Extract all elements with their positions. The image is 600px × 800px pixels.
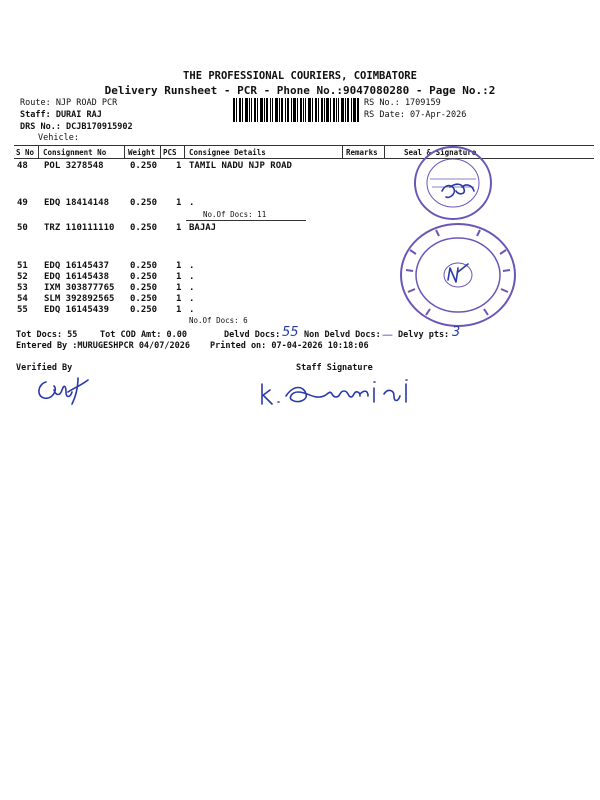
row-weight: 0.250 xyxy=(130,261,158,271)
row-pcs: 1 xyxy=(176,198,182,208)
col-header-weight: Weight xyxy=(128,148,156,157)
row-consignment: EDQ 16145438 xyxy=(44,272,110,282)
row-pcs: 1 xyxy=(176,272,182,282)
row-consignee: . xyxy=(189,294,195,304)
row-consignee: . xyxy=(189,261,195,271)
col-divider xyxy=(124,145,125,158)
delivered-docs-label: Delvd Docs: xyxy=(224,330,281,340)
row-sno: 50 xyxy=(17,223,28,233)
route-label: Route: NJP ROAD PCR xyxy=(20,98,118,108)
row-pcs: 1 xyxy=(176,294,182,304)
insurance-seal-stamp xyxy=(396,220,520,330)
col-header-sno: S No xyxy=(16,148,35,157)
staff-signature-label: Staff Signature xyxy=(296,363,373,373)
row-pcs: 1 xyxy=(176,283,182,293)
col-header-seal-signature: Seal & Signature xyxy=(404,148,477,157)
col-divider xyxy=(384,145,385,158)
row-consignee: TAMIL NADU NJP ROAD xyxy=(189,161,292,171)
row-sno: 55 xyxy=(17,305,28,315)
delivered-docs-value: 55 xyxy=(282,325,299,340)
row-sno: 48 xyxy=(17,161,28,171)
row-pcs: 1 xyxy=(176,161,182,171)
row-sno: 49 xyxy=(17,198,28,208)
barcode-image xyxy=(233,98,359,122)
total-cod-amount: Tot COD Amt: 0.00 xyxy=(100,330,187,340)
row-pcs: 1 xyxy=(176,305,182,315)
vehicle-label: Vehicle: xyxy=(38,133,79,143)
group-doc-count: No.Of Docs: 6 xyxy=(189,316,248,325)
non-delivered-docs-value: — xyxy=(382,328,393,341)
row-sno: 52 xyxy=(17,272,28,282)
company-seal-stamp xyxy=(410,143,496,223)
row-weight: 0.250 xyxy=(130,294,158,304)
delivery-points-value: 3 xyxy=(452,325,461,340)
row-weight: 0.250 xyxy=(130,272,158,282)
group-doc-count: No.Of Docs: 11 xyxy=(203,210,267,219)
table-header-rule xyxy=(14,158,594,159)
row-weight: 0.250 xyxy=(130,198,158,208)
runsheet-subtitle: Delivery Runsheet - PCR - Phone No.:9047080280 - Page No.:2 xyxy=(104,84,496,97)
row-consignee: . xyxy=(189,283,195,293)
row-consignment: POL 3278548 xyxy=(44,161,104,171)
row-consignment: EDQ 16145437 xyxy=(44,261,110,271)
company-title: THE PROFESSIONAL COURIERS, COIMBATORE xyxy=(183,70,417,82)
staff-signature xyxy=(256,374,436,414)
row-consignment: SLM 392892565 xyxy=(44,294,115,304)
non-delivered-docs-label: Non Delvd Docs: xyxy=(304,330,381,340)
row-consignment: TRZ 110111110 xyxy=(44,223,115,233)
col-divider xyxy=(184,145,185,158)
col-divider xyxy=(342,145,343,158)
col-divider xyxy=(160,145,161,158)
row-sno: 53 xyxy=(17,283,28,293)
staff-label: Staff: DURAI RAJ xyxy=(20,110,102,120)
row-consignee: . xyxy=(189,305,195,315)
drs-number: DRS No.: DCJB170915902 xyxy=(20,122,133,132)
col-divider xyxy=(38,145,39,158)
row-consignment: EDQ 16145439 xyxy=(44,305,110,315)
row-consignment: EDQ 18414148 xyxy=(44,198,110,208)
printed-on: Printed on: 07-04-2026 10:18:06 xyxy=(210,341,369,351)
total-docs: Tot Docs: 55 xyxy=(16,330,78,340)
table-top-rule xyxy=(14,145,594,146)
row-consignee: . xyxy=(189,272,195,282)
verifier-signature xyxy=(32,372,112,408)
row-consignee: . xyxy=(189,198,195,208)
row-pcs: 1 xyxy=(176,223,182,233)
col-header-consignee: Consignee Details xyxy=(189,148,266,157)
col-header-pcs: PCS xyxy=(163,148,177,157)
row-weight: 0.250 xyxy=(130,223,158,233)
rs-date: RS Date: 07-Apr-2026 xyxy=(364,110,467,120)
row-pcs: 1 xyxy=(176,261,182,271)
row-sno: 54 xyxy=(17,294,28,304)
row-weight: 0.250 xyxy=(130,161,158,171)
col-header-remarks: Remarks xyxy=(346,148,378,157)
col-header-consignment: Consignment No xyxy=(43,148,107,157)
row-weight: 0.250 xyxy=(130,305,158,315)
row-sno: 51 xyxy=(17,261,28,271)
row-consignee: BAJAJ xyxy=(189,223,217,233)
row-weight: 0.250 xyxy=(130,283,158,293)
group-separator xyxy=(186,220,306,221)
delivery-points-label: Delvy pts: xyxy=(398,330,450,340)
entered-by: Entered By :MURUGESHPCR 04/07/2026 xyxy=(16,341,190,351)
verified-by-label: Verified By xyxy=(16,363,73,373)
rs-number: RS No.: 1709159 xyxy=(364,98,441,108)
row-consignment: IXM 303877765 xyxy=(44,283,115,293)
